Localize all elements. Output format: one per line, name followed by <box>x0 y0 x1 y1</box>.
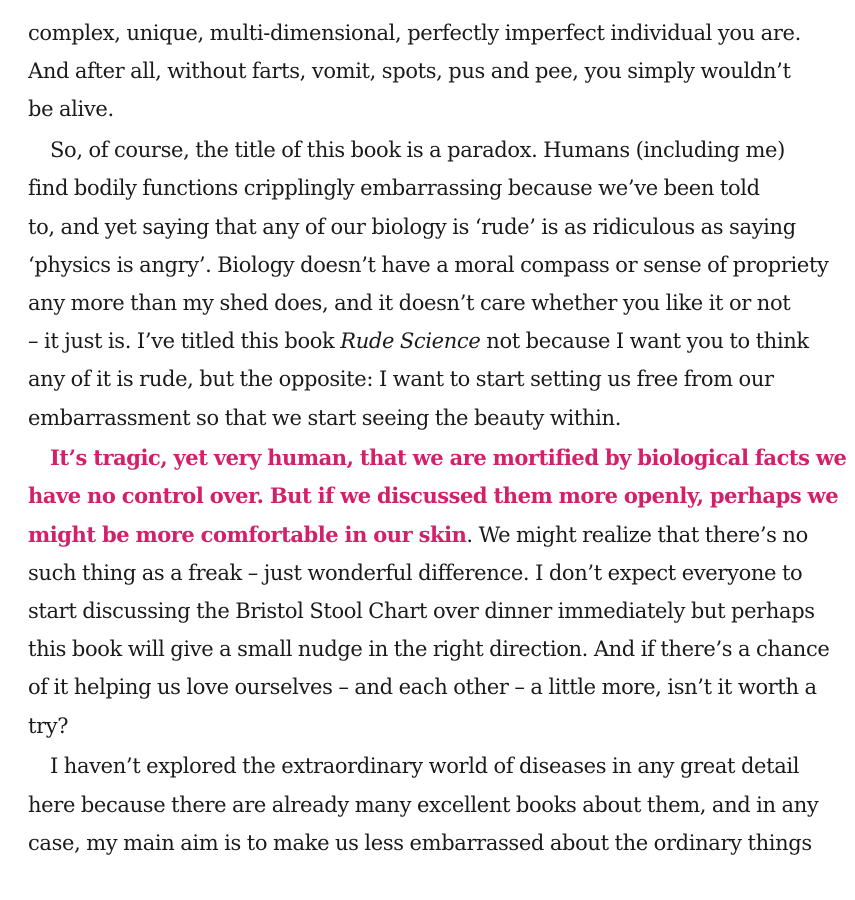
text-line <box>28 516 848 554</box>
text-line: here because there are already many excellent books about them, and in any <box>28 792 819 817</box>
text-line: start discussing the Bristol Stool Chart over dinner immediately but perhaps <box>28 599 815 624</box>
text-line: try? <box>28 713 69 738</box>
text-line: ‘physics is angry’. Biology doesn’t have a moral compass or sense of propriety <box>28 252 829 277</box>
text-line: this book will give a small nudge in the right direction. And if there’s a chance <box>28 637 830 662</box>
highlighted-pull-quote-line: It’s tragic, yet very human, that we are mortified by biological facts we <box>50 445 847 471</box>
text-line: any more than my shed does, and it doesn’t care whether you like it or not <box>28 290 791 315</box>
text-line: embarrassment so that we start seeing the beauty within. <box>28 405 622 430</box>
text-line: And after all, without farts, vomit, spots, pus and pee, you simply wouldn’t <box>28 59 791 84</box>
text-run: . We might realize that there’s no <box>466 522 808 547</box>
text-line: find bodily functions cripplingly embarrassing because we’ve been told <box>28 176 760 201</box>
text-line: case, my main aim is to make us less embarrassed about the ordinary things <box>28 830 812 855</box>
paragraph-2 <box>28 131 848 437</box>
paragraph-3 <box>28 439 848 745</box>
text-line: So, of course, the title of this book is a paradox. Humans (including me) <box>50 138 785 163</box>
text-line: such thing as a freak – just wonderful difference. I don’t expect everyone to <box>28 560 803 585</box>
text-line: complex, unique, multi-dimensional, perfectly imperfect individual you are. <box>28 21 801 45</box>
text-run: not because I want you to think <box>480 329 809 354</box>
book-title: Rude Science <box>340 329 481 354</box>
text-line: be alive. <box>28 97 114 122</box>
highlighted-pull-quote-run: might be more comfortable in our skin <box>28 521 467 547</box>
text-line: any of it is rude, but the opposite: I want to start setting us free from our <box>28 367 774 392</box>
text-line: I haven’t explored the extraordinary world of diseases in any great detail <box>50 754 800 779</box>
text-line: to, and yet saying that any of our biology is ‘rude’ is as ridiculous as saying <box>28 214 796 239</box>
highlighted-pull-quote-line: have no control over. But if we discussed them more openly, perhaps we <box>28 483 839 509</box>
book-page <box>28 14 848 862</box>
text-run: – it just is. I’ve titled this book <box>28 329 341 354</box>
text-line: of it helping us love ourselves – and each other – a little more, isn’t it worth a <box>28 675 817 700</box>
paragraph-1 <box>28 14 848 129</box>
paragraph-4 <box>28 747 848 862</box>
text-line <box>28 322 848 360</box>
